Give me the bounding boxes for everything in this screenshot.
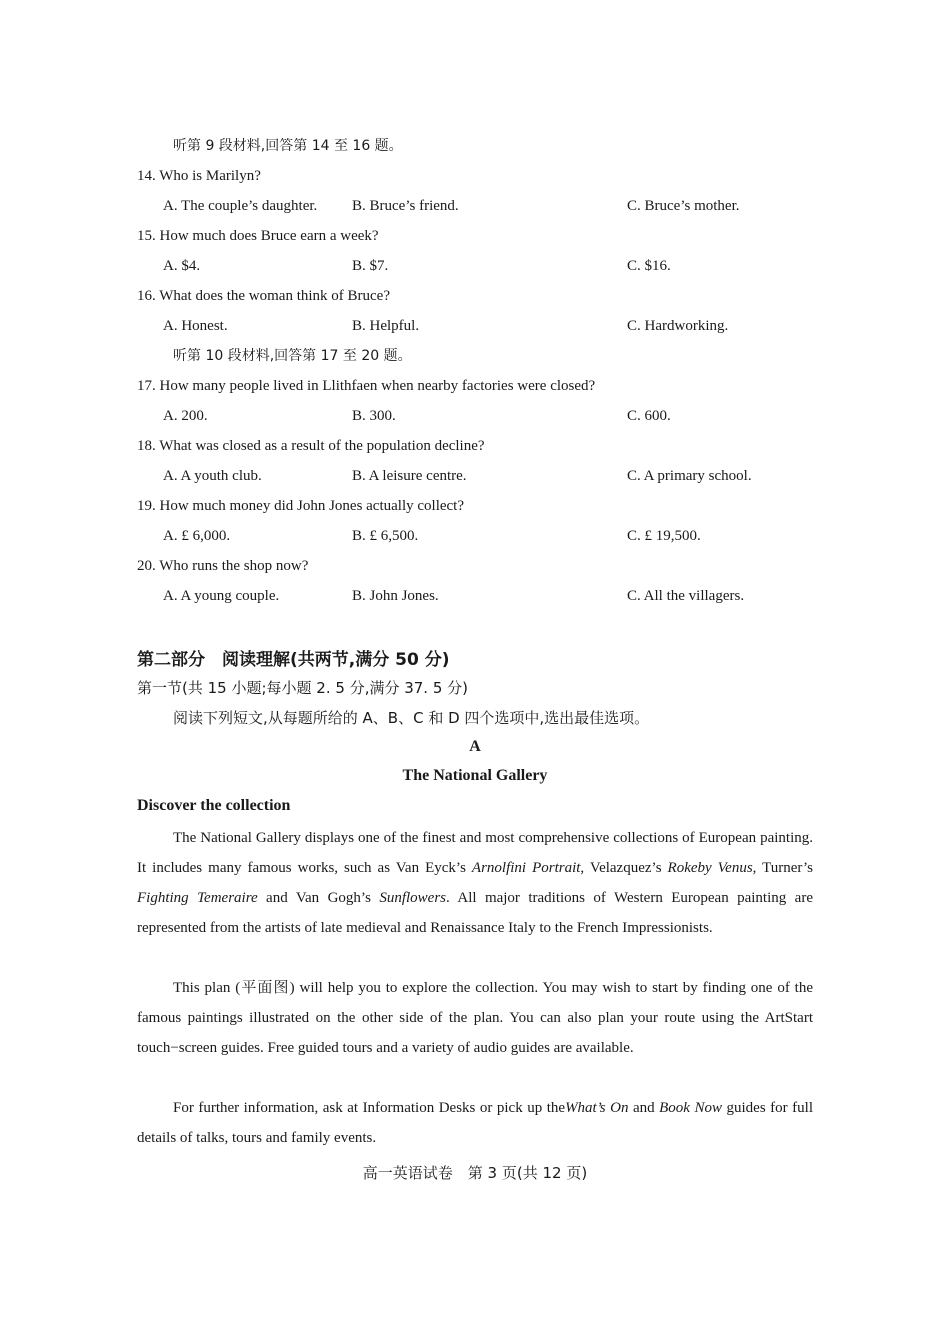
option-14a: A. The couple’s daughter.	[163, 198, 318, 214]
option-18b: B. A leisure centre.	[352, 468, 467, 484]
question-17: 17. How many people lived in Llithfaen when nearby factories were closed?	[137, 378, 596, 394]
paragraph-1: The National Gallery displays one of the finest and most comprehensive collections of European painting. It includes many famous works, such as Van Eyck’s Arnolfini Portrait, Velazquez’s Rokeby Venus, Turner’s Fighting Temeraire and Van Gogh’s Sunflowers. All major traditions of Western European painting are represented from the artists of late medieval and Renaissance Italy to the French Impressionists.	[137, 830, 813, 936]
reading-instruction: 阅读下列短文,从每题所给的 A、B、C 和 D 四个选项中,选出最佳选项。	[173, 709, 650, 727]
option-20b: B. John Jones.	[352, 588, 439, 604]
option-16a: A. Honest.	[163, 318, 228, 334]
passage-title: The National Gallery	[402, 767, 548, 784]
option-15b: B. $7.	[352, 258, 389, 274]
section-one-title: 第一节(共 15 小题;每小题 2. 5 分,满分 37. 5 分)	[137, 679, 469, 697]
paragraph-3: For further information, ask at Information Desks or pick up theWhat’s On and Book Now guides for full details of talks, tours and family events.	[137, 1100, 813, 1146]
listening-intro-9: 听第 9 段材料,回答第 14 至 16 题。	[173, 138, 403, 154]
option-17b: B. 300.	[352, 408, 396, 424]
question-18: 18. What was closed as a result of the population decline?	[137, 438, 485, 454]
question-14: 14. Who is Marilyn?	[137, 168, 261, 184]
option-16b: B. Helpful.	[352, 318, 420, 334]
passage-letter: A	[469, 738, 481, 755]
page-footer: 高一英语试卷 第 3 页(共 12 页)	[362, 1164, 588, 1182]
listening-intro-10: 听第 10 段材料,回答第 17 至 20 题。	[173, 348, 412, 364]
option-14b: B. Bruce’s friend.	[352, 198, 459, 214]
option-19b: B. £ 6,500.	[352, 528, 419, 544]
paragraph-2: This plan (平面图) will help you to explore the collection. You may wish to start by finding one of the famous paintings illustrated on the other side of the plan. You can also plan your route using the ArtStart touch−screen guides. Free guided tours and a variety of audio guides are available.	[137, 980, 813, 1056]
option-17c: C. 600.	[627, 408, 671, 424]
option-15a: A. $4.	[163, 258, 201, 274]
option-15c: C. $16.	[627, 258, 671, 274]
section-heading: Discover the collection	[137, 797, 291, 814]
option-17a: A. 200.	[163, 408, 208, 424]
option-19c: C. £ 19,500.	[627, 528, 701, 544]
option-18c: C. A primary school.	[627, 468, 752, 484]
part-two-title: 第二部分 阅读理解(共两节,满分 50 分)	[137, 650, 450, 670]
option-18a: A. A youth club.	[163, 468, 262, 484]
option-20a: A. A young couple.	[163, 588, 280, 604]
question-19: 19. How much money did John Jones actually collect?	[137, 498, 465, 514]
question-20: 20. Who runs the shop now?	[137, 558, 309, 574]
question-15: 15. How much does Bruce earn a week?	[137, 228, 379, 244]
option-16c: C. Hardworking.	[627, 318, 729, 334]
question-16: 16. What does the woman think of Bruce?	[137, 288, 390, 304]
option-19a: A. £ 6,000.	[163, 528, 231, 544]
option-14c: C. Bruce’s mother.	[627, 198, 740, 214]
option-20c: C. All the villagers.	[627, 588, 745, 604]
